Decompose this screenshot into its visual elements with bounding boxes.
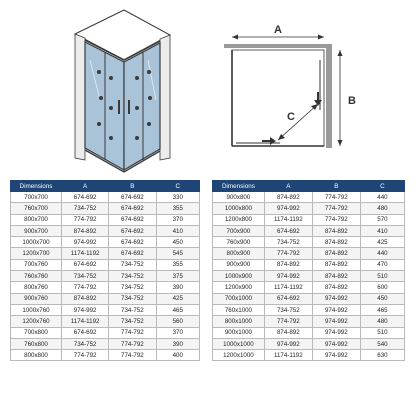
table-cell: 734-752	[109, 316, 156, 327]
table-row	[11, 350, 200, 361]
table-row	[213, 203, 405, 214]
table-cell: 974-992	[312, 350, 360, 361]
table-cell: 540	[360, 338, 404, 349]
table-cell: 355	[156, 259, 199, 270]
table-cell: 630	[360, 350, 404, 361]
table-cell: 774-792	[62, 350, 109, 361]
table-cell: 874-892	[264, 327, 312, 338]
top-view-diagram	[224, 35, 343, 149]
table-cell: 674-692	[109, 203, 156, 214]
table-cell: 410	[360, 225, 404, 236]
table-cell: 774-792	[109, 327, 156, 338]
table-header-row	[11, 181, 200, 192]
table-row	[11, 203, 200, 214]
table-row	[11, 192, 200, 203]
table-cell: 800x700	[11, 214, 62, 225]
table-cell: 1000x1000	[213, 338, 265, 349]
table-row	[213, 316, 405, 327]
table-row	[11, 259, 200, 270]
table-row	[213, 304, 405, 315]
table-cell: 774-792	[312, 192, 360, 203]
table-row	[11, 304, 200, 315]
table-cell: 510	[360, 271, 404, 282]
table-row	[213, 248, 405, 259]
table-cell: 734-752	[109, 293, 156, 304]
table-cell: 480	[360, 203, 404, 214]
table-cell: 370	[156, 214, 199, 225]
table-cell: 450	[156, 237, 199, 248]
table-cell: 774-792	[62, 214, 109, 225]
table-cell: 390	[156, 338, 199, 349]
table-cell: 774-792	[109, 350, 156, 361]
table-cell: 900x700	[11, 225, 62, 236]
table-cell: 734-752	[109, 259, 156, 270]
table-cell: 974-992	[62, 237, 109, 248]
table-cell: 874-892	[312, 248, 360, 259]
dimension-b-label: B	[348, 95, 356, 107]
table-cell: 760x760	[11, 271, 62, 282]
column-header: Dimensions	[213, 181, 265, 192]
table-cell: 974-992	[264, 338, 312, 349]
table-cell: 874-892	[312, 282, 360, 293]
table-cell: 1200x900	[213, 282, 265, 293]
table-cell: 874-892	[264, 259, 312, 270]
table-row	[213, 225, 405, 236]
table-cell: 470	[360, 259, 404, 270]
table-cell: 330	[156, 192, 199, 203]
table-cell: 800x800	[11, 350, 62, 361]
table-cell: 734-752	[109, 304, 156, 315]
table-row	[11, 293, 200, 304]
table-cell: 674-692	[62, 259, 109, 270]
table-row	[213, 259, 405, 270]
table-row	[213, 192, 405, 203]
table-cell: 734-752	[109, 271, 156, 282]
table-row	[213, 271, 405, 282]
table-cell: 440	[360, 192, 404, 203]
table-row	[213, 282, 405, 293]
table-cell: 560	[156, 316, 199, 327]
table-cell: 974-992	[62, 304, 109, 315]
table-cell: 760x900	[213, 237, 265, 248]
table-cell: 874-892	[62, 225, 109, 236]
table-cell: 465	[156, 304, 199, 315]
table-cell: 760x800	[11, 338, 62, 349]
table-cell: 700x1000	[213, 293, 265, 304]
table-row	[213, 214, 405, 225]
size-table-left	[10, 180, 200, 361]
table-cell: 974-992	[312, 338, 360, 349]
table-cell: 734-752	[109, 282, 156, 293]
table-cell: 450	[360, 293, 404, 304]
table-cell: 774-792	[109, 338, 156, 349]
column-header: C	[156, 181, 199, 192]
column-header: C	[360, 181, 404, 192]
dimension-c-label: C	[287, 111, 295, 123]
table-row	[11, 316, 200, 327]
table-row	[213, 237, 405, 248]
table-cell: 800x900	[213, 248, 265, 259]
table-cell: 974-992	[312, 327, 360, 338]
table-cell: 900x1000	[213, 327, 265, 338]
table-cell: 760x1000	[213, 304, 265, 315]
table-cell: 1200x1000	[213, 350, 265, 361]
table-cell: 900x760	[11, 293, 62, 304]
table-cell: 734-752	[62, 203, 109, 214]
table-cell: 800x760	[11, 282, 62, 293]
table-cell: 570	[360, 214, 404, 225]
table-cell: 674-692	[264, 225, 312, 236]
table-cell: 874-892	[312, 259, 360, 270]
table-row	[213, 350, 405, 361]
table-cell: 410	[156, 225, 199, 236]
table-cell: 674-692	[109, 214, 156, 225]
table-cell: 425	[156, 293, 199, 304]
table-row	[213, 293, 405, 304]
table-cell: 874-892	[62, 293, 109, 304]
table-cell: 1000x760	[11, 304, 62, 315]
table-cell: 1000x700	[11, 237, 62, 248]
table-cell: 774-792	[264, 248, 312, 259]
column-header: B	[312, 181, 360, 192]
table-row	[11, 327, 200, 338]
table-cell: 600	[360, 282, 404, 293]
table-cell: 465	[360, 304, 404, 315]
table-cell: 674-692	[109, 192, 156, 203]
dimension-a-label: A	[274, 24, 282, 36]
table-row	[11, 237, 200, 248]
table-cell: 545	[156, 248, 199, 259]
table-cell: 974-992	[264, 203, 312, 214]
column-header: Dimensions	[11, 181, 62, 192]
table-cell: 774-792	[264, 316, 312, 327]
table-cell: 390	[156, 282, 199, 293]
table-cell: 900x800	[213, 192, 265, 203]
table-cell: 700x760	[11, 259, 62, 270]
table-cell: 480	[360, 316, 404, 327]
table-cell: 734-752	[62, 271, 109, 282]
table-row	[213, 338, 405, 349]
table-cell: 1174-1192	[264, 282, 312, 293]
table-cell: 974-992	[312, 304, 360, 315]
table-row	[11, 248, 200, 259]
table-cell: 874-892	[264, 192, 312, 203]
table-cell: 874-892	[312, 225, 360, 236]
table-row	[11, 338, 200, 349]
table-header-row	[213, 181, 405, 192]
table-cell: 510	[360, 327, 404, 338]
table-cell: 1200x760	[11, 316, 62, 327]
table-cell: 760x700	[11, 203, 62, 214]
column-header: A	[264, 181, 312, 192]
product-illustration	[0, 0, 416, 176]
column-header: B	[109, 181, 156, 192]
shower-enclosure-3d	[75, 10, 170, 172]
table-cell: 674-692	[109, 225, 156, 236]
table-cell: 355	[156, 203, 199, 214]
table-cell: 440	[360, 248, 404, 259]
table-cell: 674-692	[62, 192, 109, 203]
table-cell: 400	[156, 350, 199, 361]
table-cell: 734-752	[62, 338, 109, 349]
table-cell: 974-992	[312, 316, 360, 327]
table-cell: 900x900	[213, 259, 265, 270]
table-cell: 674-692	[109, 237, 156, 248]
table-cell: 774-792	[312, 203, 360, 214]
size-table-right	[212, 180, 405, 361]
table-cell: 700x800	[11, 327, 62, 338]
table-cell: 974-992	[264, 271, 312, 282]
table-cell: 425	[360, 237, 404, 248]
table-cell: 700x900	[213, 225, 265, 236]
table-row	[213, 327, 405, 338]
table-cell: 1000x800	[213, 203, 265, 214]
table-cell: 1000x900	[213, 271, 265, 282]
table-cell: 734-752	[264, 237, 312, 248]
table-cell: 674-692	[62, 327, 109, 338]
table-cell: 734-752	[264, 304, 312, 315]
table-cell: 874-892	[312, 237, 360, 248]
table-cell: 1174-1192	[264, 350, 312, 361]
column-header: A	[62, 181, 109, 192]
table-cell: 1200x700	[11, 248, 62, 259]
table-row	[11, 225, 200, 236]
table-cell: 1174-1192	[62, 316, 109, 327]
table-cell: 1200x800	[213, 214, 265, 225]
table-cell: 375	[156, 271, 199, 282]
table-cell: 774-792	[62, 282, 109, 293]
table-cell: 874-892	[312, 271, 360, 282]
table-cell: 674-692	[109, 248, 156, 259]
table-cell: 370	[156, 327, 199, 338]
table-cell: 774-792	[312, 214, 360, 225]
table-row	[11, 282, 200, 293]
table-row	[11, 271, 200, 282]
table-cell: 674-692	[264, 293, 312, 304]
table-cell: 1174-1192	[264, 214, 312, 225]
table-cell: 974-992	[312, 293, 360, 304]
table-cell: 800x1000	[213, 316, 265, 327]
table-cell: 1174-1192	[62, 248, 109, 259]
table-cell: 700x700	[11, 192, 62, 203]
table-row	[11, 214, 200, 225]
